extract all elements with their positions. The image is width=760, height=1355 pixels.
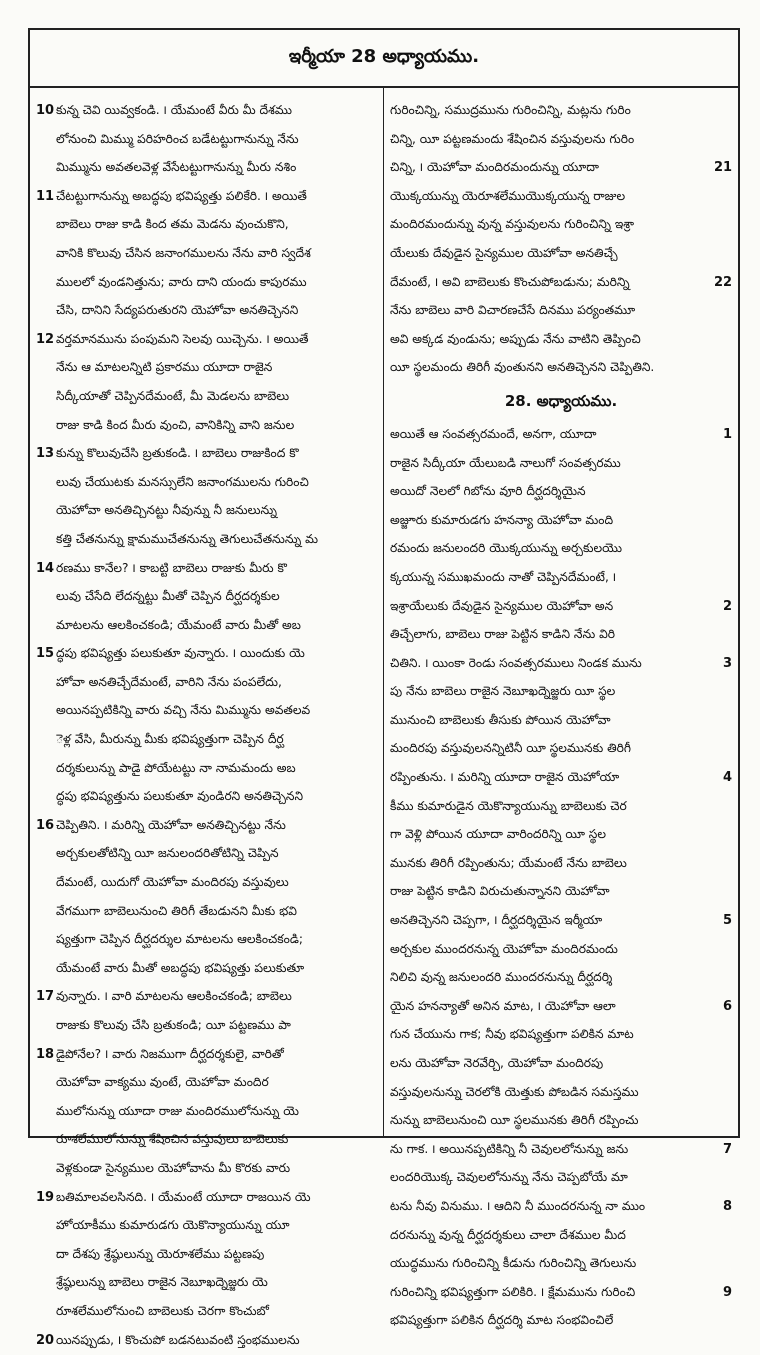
- text-line: [36, 353, 377, 382]
- text-line: [36, 925, 377, 954]
- page-title: ఇర్మీయా 28 అధ్యాయము.: [288, 45, 480, 67]
- text-line: [390, 1049, 732, 1078]
- line-text: బతిమాలవలసినది. ౹ యేమంటే యూదా రాజయిన యె: [56, 1189, 311, 1204]
- line-text: టను నీవు వినుము. ౹ ఆదిని నీ ముందరనున్న నా ముం: [390, 1198, 646, 1213]
- verse-number: 10: [36, 103, 55, 118]
- line-text: యినప్పుడు, ౹ కొంచుపో బడనటువంటి స్తంభములను: [56, 1332, 300, 1347]
- text-line: [390, 182, 732, 211]
- line-text: భవిష్యత్తుగా పలికిన దీర్ఘదర్శి మాట సంభవించిలే: [390, 1313, 614, 1328]
- line-text: మునుంచి బాబెలుకు తీసుకు పోయిన యెహోవా: [390, 712, 611, 727]
- line-text: యెహోవా వాక్యము వుంటే, యెహోవా మందిర: [56, 1075, 269, 1090]
- line-text: హోయాకీము కుమారుడగు యెకొన్యాయున్ను యూ: [56, 1218, 290, 1233]
- line-text: దా దేశపు శ్రేష్ఠులున్ను యెరూశలేము పట్టణపు: [56, 1246, 265, 1261]
- chapter-heading: 28. అధ్యాయము.: [504, 391, 618, 410]
- text-line: [390, 1306, 732, 1335]
- line-text: ెళ్ల వేసి, మీరున్ను మీకు భవిష్యత్తుగా చెప్పిన దీర్ఘ: [56, 732, 284, 747]
- text-line: [390, 477, 732, 506]
- line-text: యేలుకు దేవుడైన సైన్యముల యెహోవా అనతిచ్చే: [390, 245, 618, 260]
- text-line: [36, 439, 377, 468]
- text-line: [390, 906, 732, 935]
- text-line: [390, 420, 732, 449]
- text-line: [36, 1097, 377, 1126]
- text-line: [390, 592, 732, 621]
- text-line: [36, 210, 377, 239]
- text-line: [36, 554, 377, 583]
- line-text: చిన్ని, ౹ యెహోవా మందిరమందున్ను యూదా: [390, 160, 599, 175]
- verse-number: 14: [36, 560, 55, 576]
- line-text: ద్ధపు భవిష్యత్తును పలుకుతూ వుండిరని అనతిచ్చెనని: [56, 789, 304, 804]
- line-text: నున్ను బాబెలునుంచి యీ స్థలమునకు తిరిగీ రప్పించు: [390, 1113, 639, 1128]
- text-line: [390, 1020, 732, 1049]
- line-text: ములోనున్ను యూదా రాజు మందిరములోనున్ను యె: [56, 1103, 299, 1118]
- line-text: చితిని. ౹ యింకా రెండు సంవత్సరములు నిండక మును: [390, 655, 642, 670]
- line-text: ద్ధపు భవిష్యత్తు పలుకుతూ వున్నారు. ౹ యిందుకు యె: [56, 646, 305, 661]
- text-line: [36, 1297, 377, 1326]
- line-text: ష్యత్తుగా చెప్పిన దీర్ఘదర్శుల మాటలను ఆలకించకండి;: [56, 932, 303, 947]
- text-line: [390, 153, 732, 182]
- line-text: ములలో వుండనిత్తును; వారు దాని యందు కాపురము: [56, 274, 307, 289]
- text-line: [390, 963, 732, 992]
- text-line: [390, 268, 732, 297]
- line-text: గున చేయును గాక; నీవు భవిష్యత్తుగా పలికిన మాట: [390, 1027, 634, 1042]
- line-text: వస్తువులనున్ను చెరలోకి యెత్తుకు పోబడిన సమస్తము: [390, 1084, 639, 1099]
- line-text: అర్చకులతోటిన్ని యీ జనులందరితోటిన్ని చెప్పిన: [56, 846, 279, 861]
- text-line: [390, 992, 732, 1021]
- text-line: [36, 725, 377, 754]
- line-text: అనతిచ్చెనని చెప్పగా, ౹ దీర్ఘదర్శియైన ఇర్మీయా: [390, 913, 603, 928]
- text-line: [390, 935, 732, 964]
- line-text: వర్తమానమును పంపుమని సెలవు యిచ్చెను. ౹ అయితే: [56, 331, 309, 346]
- text-line: [36, 182, 377, 211]
- text-line: [36, 954, 377, 983]
- line-text: చెప్పితిని. ౹ మరిన్ని యెహోవా అనతిచ్చినట్టు నేను: [56, 817, 286, 832]
- verse-number: 7: [722, 1141, 732, 1157]
- text-line: [390, 534, 732, 563]
- line-text: మాటలను ఆలకించకండి; యేమంటే వారు మీతో అబ: [56, 617, 301, 632]
- text-line: [36, 125, 377, 154]
- left-column: [30, 88, 384, 1348]
- line-text: దరనున్ను వున్న దీర్ఘదర్శకులు చాలా దేశముల మీద: [390, 1227, 626, 1242]
- line-text: యీ స్థలమందు తిరిగీ వుంతునని అనతిచ్చెనని చెప్పితిని.: [390, 360, 655, 375]
- line-text: మునకు తిరిగీ రప్పింతును; యేమంటే నేను బాబెలు: [390, 855, 627, 870]
- line-text: తిచ్చేలాగు, బాబెలు రాజు పెట్టిన కాడిని నేను విరి: [390, 627, 615, 642]
- text-line: [390, 1163, 732, 1192]
- right-column: [384, 88, 738, 1328]
- text-line: [36, 496, 377, 525]
- text-line: [390, 353, 732, 382]
- line-text: కున్ను కొలువుచేసి బ్రతుకండి. ౹ బాబెలు రాజుకింద కొ: [56, 446, 299, 461]
- text-line: [36, 754, 377, 783]
- line-text: లువు చేసేది లేదన్నట్టు మీతో చెప్పిన దీర్ఘదర్శకుల: [56, 589, 280, 604]
- text-line: [36, 868, 377, 897]
- text-line: [36, 696, 377, 725]
- text-line: [36, 525, 377, 554]
- text-line: [36, 1326, 377, 1355]
- text-line: [390, 877, 732, 906]
- text-line: [36, 1040, 377, 1069]
- line-text: మిమ్మును అవతలవెళ్ల వేసేటట్టుగానున్ను మీరు నశిం: [56, 160, 297, 175]
- line-text: చేటట్టుగానున్ను అబద్ధపు భవిష్యత్తు పలికేరి. ౹ అయితే: [56, 188, 307, 203]
- line-text: బాబెలు రాజు కాడి కింద తమ మెడను వుంచుకొని,: [56, 217, 289, 232]
- text-line: [390, 1106, 732, 1135]
- verse-number: 5: [722, 913, 732, 929]
- line-text: గురించిన్ని, సముద్రమును గురించిన్ని, మట్లను గురిం: [390, 103, 631, 117]
- verse-number: 20: [36, 1332, 55, 1348]
- verse-number: 19: [36, 1189, 55, 1205]
- text-line: [36, 1154, 377, 1183]
- text-line: [390, 1249, 732, 1278]
- verse-number: 6: [722, 998, 732, 1014]
- line-text: కీము కుమారుడైన యెకొన్యాయున్ను బాబెలుకు చెర: [390, 798, 627, 813]
- line-text: నేను ఆ మాటలన్నిటి ప్రకారము యూదా రాజైన: [56, 360, 273, 375]
- text-line: [36, 325, 377, 354]
- text-line: [36, 1183, 377, 1212]
- text-line: [36, 296, 377, 325]
- text-line: [36, 1125, 377, 1154]
- verse-number: 3: [722, 655, 732, 671]
- text-line: [36, 1211, 377, 1240]
- text-line: [390, 649, 732, 678]
- text-line: [390, 763, 732, 792]
- text-line: [36, 639, 377, 668]
- line-text: రూశలేములోనుంచి బాబెలుకు చెరగా కొంచుబో: [56, 1303, 269, 1318]
- verse-number: 22: [714, 274, 733, 290]
- text-line: [36, 411, 377, 440]
- text-line: [390, 734, 732, 763]
- line-text: హోవా అనతిచ్చేదేమంటే, వారిని నేను పంపలేదు,: [56, 674, 282, 689]
- text-line: [390, 1221, 732, 1250]
- chapter-27-end: [390, 96, 732, 382]
- line-text: రణము కానేల? ౹ కాబట్టి బాబెలు రాజుకు మీరు కొ: [56, 560, 287, 575]
- text-line: [36, 582, 377, 611]
- text-line: [36, 468, 377, 497]
- text-line: [36, 1240, 377, 1269]
- line-text: పు నేను బాబెలు రాజైన నెబూఖద్నెజ్జరు యీ స్థల: [390, 684, 616, 699]
- line-text: ఇశ్రాయేలుకు దేవుడైన సైన్యముల యెహోవా అన: [390, 598, 614, 613]
- line-text: అయిదో నెలలో గిబోను వూరి దీర్ఘదర్శియైన: [390, 484, 586, 499]
- verse-number: 9: [722, 1284, 732, 1300]
- text-line: [390, 296, 732, 325]
- verse-number: 21: [714, 160, 733, 176]
- text-line: [390, 620, 732, 649]
- line-text: యేమంటే వారు మీతో అబద్ధపు భవిష్యత్తు పలుకుతూ: [56, 960, 305, 975]
- verse-number: 13: [36, 446, 55, 462]
- line-text: రాజు కాడి కింద మీరు వుంచి, వానికిన్ని వాని జనుల: [56, 417, 295, 432]
- text-line: [36, 382, 377, 411]
- verse-number: 15: [36, 646, 55, 662]
- line-text: గురించిన్ని భవిష్యత్తుగా పలికిరి. ౹ క్షేమమును గురించి: [390, 1284, 636, 1299]
- line-text: రమందు జనులందరి యొక్కయున్ను అర్చకులయొ: [390, 541, 623, 556]
- line-text: మందిరమందున్ను వున్న వస్తువులను గురించిన్ని ఇశ్రా: [390, 217, 635, 232]
- text-line: [390, 96, 732, 125]
- line-text: లను యెహోవా నెరవేర్చి, యెహోవా మందిరపు: [390, 1056, 604, 1070]
- text-line: [390, 563, 732, 592]
- text-line: [390, 1135, 732, 1164]
- line-text: యైన హనన్యాతో అనిన మాట, ౹ యెహోవా ఆలా: [390, 998, 616, 1013]
- line-text: నేను బాబెలు వారి విచారణచేసే దినము పర్యంతమూ: [390, 303, 636, 318]
- line-text: చిన్ని, యీ పట్టణమందు శేషించిన వస్తువులను గురిం: [390, 131, 635, 146]
- verse-number: 1: [722, 426, 732, 442]
- line-text: కత్తి చేతనున్ను క్షామముచేతనున్ను తెగులుచేతనున్ను మ: [56, 531, 319, 546]
- text-line: [390, 125, 732, 154]
- text-line: [390, 210, 732, 239]
- text-line: [36, 668, 377, 697]
- page-header: [30, 30, 738, 88]
- line-text: లందరియొక్క చెవులలోనున్ను నేను చెప్పబోయే మా: [390, 1170, 628, 1185]
- line-text: గా వెళ్లి పోయిన యూదా వారిందరిన్ని యీ స్థల: [390, 827, 606, 842]
- text-line: [36, 1268, 377, 1297]
- line-text: రాజైన సిద్కీయా యేలుబడి నాలుగో సంవత్సరము: [390, 455, 621, 470]
- verse-number: 18: [36, 1046, 55, 1062]
- line-text: చేసి, దానిని సేద్యపరుతురని యెహోవా అనతిచ్చెనని: [56, 303, 299, 318]
- line-text: లోనుంచి మిమ్ము పరిహరించ బడేటట్టుగానున్ను నేను: [56, 131, 299, 146]
- line-text: యుద్ధమును గురించిన్ని కీడును గురించిన్ని తెగులును: [390, 1256, 637, 1271]
- text-line: [390, 325, 732, 354]
- text-line: [36, 1068, 377, 1097]
- text-line: [36, 897, 377, 926]
- text-line: [36, 982, 377, 1011]
- text-line: [36, 611, 377, 640]
- text-line: [36, 96, 377, 125]
- text-line: [390, 677, 732, 706]
- verse-number: 2: [722, 598, 732, 614]
- verse-number: 17: [36, 989, 55, 1005]
- line-text: లువు చేయుటకు మనస్సులేని జనాంగములను గురించి: [56, 474, 309, 489]
- line-text: కున్న చెవి యివ్వకండి. ౹ యేమంటే వీరు మీ దేశము: [56, 103, 292, 117]
- line-text: దేమంటే, యిదుగో యెహోవా మందిరపు వస్తువులు: [56, 875, 289, 890]
- text-line: [390, 239, 732, 268]
- line-text: యొక్కయున్ను యెరూశలేముయొక్కయున్న రాజుల: [390, 188, 626, 203]
- line-text: రాజుకు కొలువు చేసి బ్రతుకండి; యీ పట్టణము పా: [56, 1018, 291, 1032]
- chapter-28-start: [390, 420, 732, 1335]
- text-line: [36, 153, 377, 182]
- page-frame: [28, 28, 740, 1348]
- line-text: నిలిచి వున్న జనులందరి ముందరనున్ను దీర్ఘదర్శి: [390, 970, 613, 985]
- line-text: రూశలేములోనున్ను శేషించిన వస్తువులు బాబెలుకు: [56, 1132, 289, 1147]
- line-text: వున్నారు. ౹ వారి మాటలను ఆలకించకండి; బాబెలు: [56, 989, 292, 1004]
- line-text: వేగముగా బాబెలునుంచి తిరిగీ తేబడునని మీకు భవి: [56, 903, 297, 918]
- text-line: [36, 239, 377, 268]
- line-text: అర్చకుల ముందరనున్న యెహోవా మందిరమందు: [390, 941, 618, 956]
- text-columns: [30, 88, 738, 1348]
- verse-number: 12: [36, 331, 55, 347]
- verse-number: 8: [722, 1198, 732, 1214]
- line-text: క్కయున్న సముఖమందు నాతో చెప్పినదేమంటే, ౹: [390, 569, 617, 584]
- text-line: [36, 1011, 377, 1040]
- line-text: వానికి కొలువు చేసిన జనాంగములను నేను వారి స్వదేశ: [56, 245, 311, 260]
- line-text: యెహోవా అనతిచ్చినట్టు నీవున్ను నీ జనులున్ను: [56, 503, 277, 518]
- text-line: [390, 506, 732, 535]
- verse-number: 11: [36, 188, 55, 204]
- text-line: [390, 449, 732, 478]
- line-text: రాజు పెట్టిన కాడిని విరుచుతున్నానని యెహోవా: [390, 884, 610, 899]
- verse-number: 16: [36, 817, 55, 833]
- text-line: [390, 1078, 732, 1107]
- line-text: ను గాక. ౹ అయినప్పటికిన్ని నీ చెవులలోనున్ను జను: [390, 1141, 629, 1156]
- line-text: అయితే ఆ సంవత్సరమందే, అనగా, యూదా: [390, 426, 597, 441]
- line-text: వెళ్లకుండా సైన్యముల యెహోవాను మీ కొరకు వారు: [56, 1160, 291, 1175]
- text-line: [36, 782, 377, 811]
- text-line: [390, 849, 732, 878]
- text-line: [36, 811, 377, 840]
- line-text: దేమంటే, ౹ అవి బాబెలుకు కొంచుపోబడును; మరిన్ని: [390, 274, 630, 289]
- line-text: అజ్జూరు కుమారుడగు హనన్యా యెహోవా మంది: [390, 512, 614, 527]
- line-text: అవి అక్కడ వుండును; అప్పుడు నేను వాటిని తెప్పించి: [390, 331, 641, 346]
- line-text: రప్పింతును. ౹ మరిన్ని యూదా రాజైన యెహోయా: [390, 770, 620, 785]
- text-line: [390, 792, 732, 821]
- line-text: మందిరపు వస్తువులనన్నిటినీ యీ స్థలమునకు తిరిగీ: [390, 741, 631, 756]
- text-line: [390, 1278, 732, 1307]
- line-text: సిద్కీయాతో చెప్పినదేమంటే, మీ మెడలను బాబెలు: [56, 388, 290, 403]
- line-text: దర్శకులున్ను పాడై పోయేటట్టు నా నామమందు అబ: [56, 760, 296, 775]
- text-line: [390, 1192, 732, 1221]
- text-line: [36, 268, 377, 297]
- line-text: డైపోనేల? ౹ వారు నిజముగా దీర్ఘదర్శకులై, వారితో: [56, 1046, 284, 1061]
- text-line: [390, 820, 732, 849]
- text-line: [36, 839, 377, 868]
- text-line: [390, 706, 732, 735]
- verse-number: 4: [722, 770, 732, 786]
- line-text: శ్రేష్ఠులున్ను బాబెలు రాజైన నెబూఖద్నెజ్జరు యె: [56, 1275, 268, 1290]
- line-text: అయినప్పటికిన్ని వారు వచ్చి నేను మిమ్మును అవతలవ: [56, 703, 311, 718]
